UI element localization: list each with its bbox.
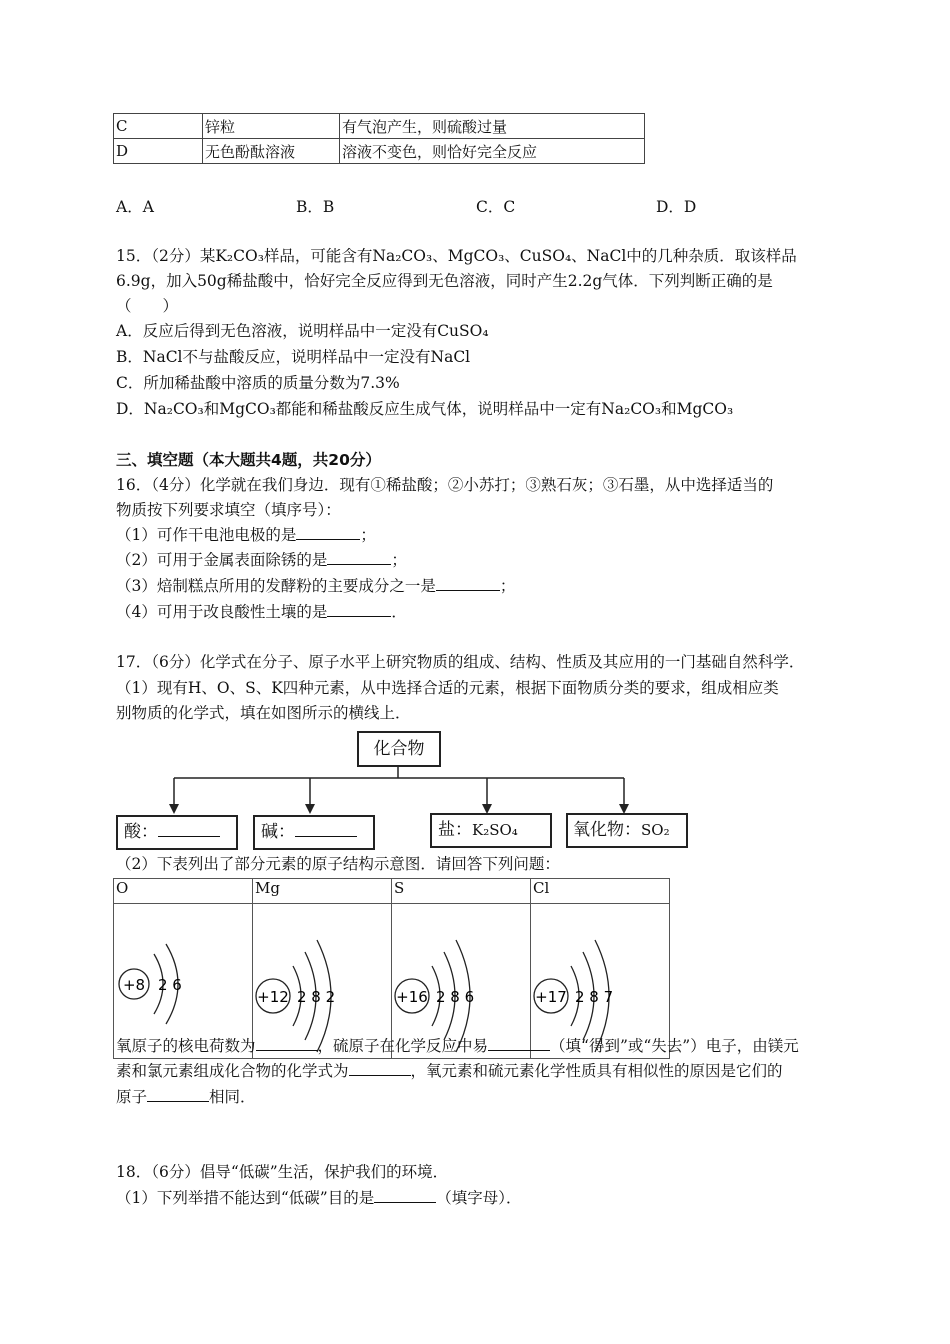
q18-stem-line2: （1）下列举措不能达到“低碳”目的是 （填字母）． [116,1189,522,1207]
q16-stem-line2: 物质按下列要求填空（填序号）： [116,501,341,519]
atom-symbol: Mg [253,879,392,904]
option-letter: C [114,114,203,139]
atom-symbol: Cl [531,879,670,904]
shell-electrons: 2 8 6 [436,988,475,1006]
section-title: 三、填空题（本大题共4题，共20分） [116,451,381,469]
q15-stem-line3: （ ） [116,297,179,315]
shell-electrons: 2 8 7 [575,988,614,1006]
shell-electrons: 2 8 2 [297,988,336,1006]
answer-blank[interactable] [349,1061,411,1076]
answer-blank[interactable] [296,525,360,540]
option-table [113,113,645,164]
q17-stem-line3: 别物质的化学式，填在如图所示的横线上． [116,704,411,722]
q16-item-3: （3）焙制糕点所用的发酵粉的主要成分之一是 ； [116,577,516,595]
q16-item-2: （2）可用于金属表面除锈的是 ； [116,551,407,569]
option-letter: D [114,139,203,164]
salt-box: 盐：K₂SO₄ [430,813,552,848]
option-reagent: 无色酚酞溶液 [203,139,340,164]
answer-blank[interactable] [147,1087,209,1102]
base-box: 碱： [253,815,375,850]
q14-choice-a: A．A [116,198,154,216]
q14-choice-b: B．B [296,198,335,216]
oxide-box: 氧化物：SO₂ [566,813,688,848]
atom-symbol: O [114,879,253,904]
q15-option-c: C．所加稀盐酸中溶质的质量分数为7.3% [116,374,400,392]
answer-blank[interactable] [256,1036,318,1051]
answer-blank[interactable] [158,822,220,837]
option-reagent: 锌粒 [203,114,340,139]
q15-option-a: A．反应后得到无色溶液，说明样品中一定没有CuSO₄ [116,322,489,340]
q17-stem-line2: （1）现有H、O、S、K四种元素，从中选择合适的元素，根据下面物质分类的要求，组成相应类 [116,679,779,697]
option-result: 溶液不变色，则恰好完全反应 [340,139,645,164]
table-row [114,879,670,904]
q17-part2: （2）下表列出了部分元素的原子结构示意图．请回答下列问题： [116,855,560,873]
q15-option-b: B．NaCl不与盐酸反应，说明样品中一定没有NaCl [116,348,471,366]
acid-box: 酸： [116,815,238,850]
nucleus-label: +17 [535,988,567,1006]
q17-stem-line1: 17．（6分）化学式在分子、原子水平上研究物质的组成、结构、性质及其应用的一门基础自然科学． [116,653,805,671]
nucleus-label: +8 [122,976,146,994]
answer-blank[interactable] [327,550,391,565]
q14-choice-c: C．C [476,198,516,216]
q15-stem-line2: 6.9g，加入50g稀盐酸中，恰好完全反应得到无色溶液，同时产生2.2g气体．下列判断正确的是 [116,272,773,290]
option-result: 有气泡产生，则硫酸过量 [340,114,645,139]
answer-blank[interactable] [488,1036,550,1051]
nucleus-label: +16 [396,988,428,1006]
q17-answer-line1: 氧原子的核电荷数为 ，硫原子在化学反应中易 （填“得到”或“失去”）电子，由镁元 [116,1037,799,1055]
table-row [114,114,645,139]
answer-blank[interactable] [327,602,391,617]
answer-blank[interactable] [374,1188,436,1203]
atom-symbol: S [392,879,531,904]
q17-answer-line3: 原子 相同． [116,1088,256,1106]
nucleus-label: +12 [257,988,289,1006]
q15-stem-line1: 15．（2分）某K₂CO₃样品，可能含有Na₂CO₃、MgCO₃、CuSO₄、NaCl中的几种杂质．取该样品 [116,247,797,265]
answer-blank[interactable] [295,822,357,837]
shell-electrons: 2 6 [158,976,182,994]
q17-answer-line2: 素和氯元素组成化合物的化学式为 ，氧元素和硫元素化学性质具有相似性的原因是它们的 [116,1062,783,1080]
q15-option-d: D．Na₂CO₃和MgCO₃都能和稀盐酸反应生成气体，说明样品中一定有Na₂CO₃和MgCO₃ [116,400,734,418]
q18-stem-line1: 18．（6分）倡导“低碳”生活，保护我们的环境． [116,1163,449,1181]
q16-stem-line1: 16．（4分）化学就在我们身边．现有①稀盐酸；②小苏打；③熟石灰；③石墨，从中选择适当的 [116,476,774,494]
q16-item-1: （1）可作干电池电极的是 ； [116,526,376,544]
table-row [114,139,645,164]
q14-choice-d: D．D [656,198,697,216]
atom-structure-table [113,878,670,1059]
compound-root-box: 化合物 [357,731,441,767]
q16-item-4: （4）可用于改良酸性土壤的是 ． [116,603,407,621]
answer-blank[interactable] [436,576,500,591]
